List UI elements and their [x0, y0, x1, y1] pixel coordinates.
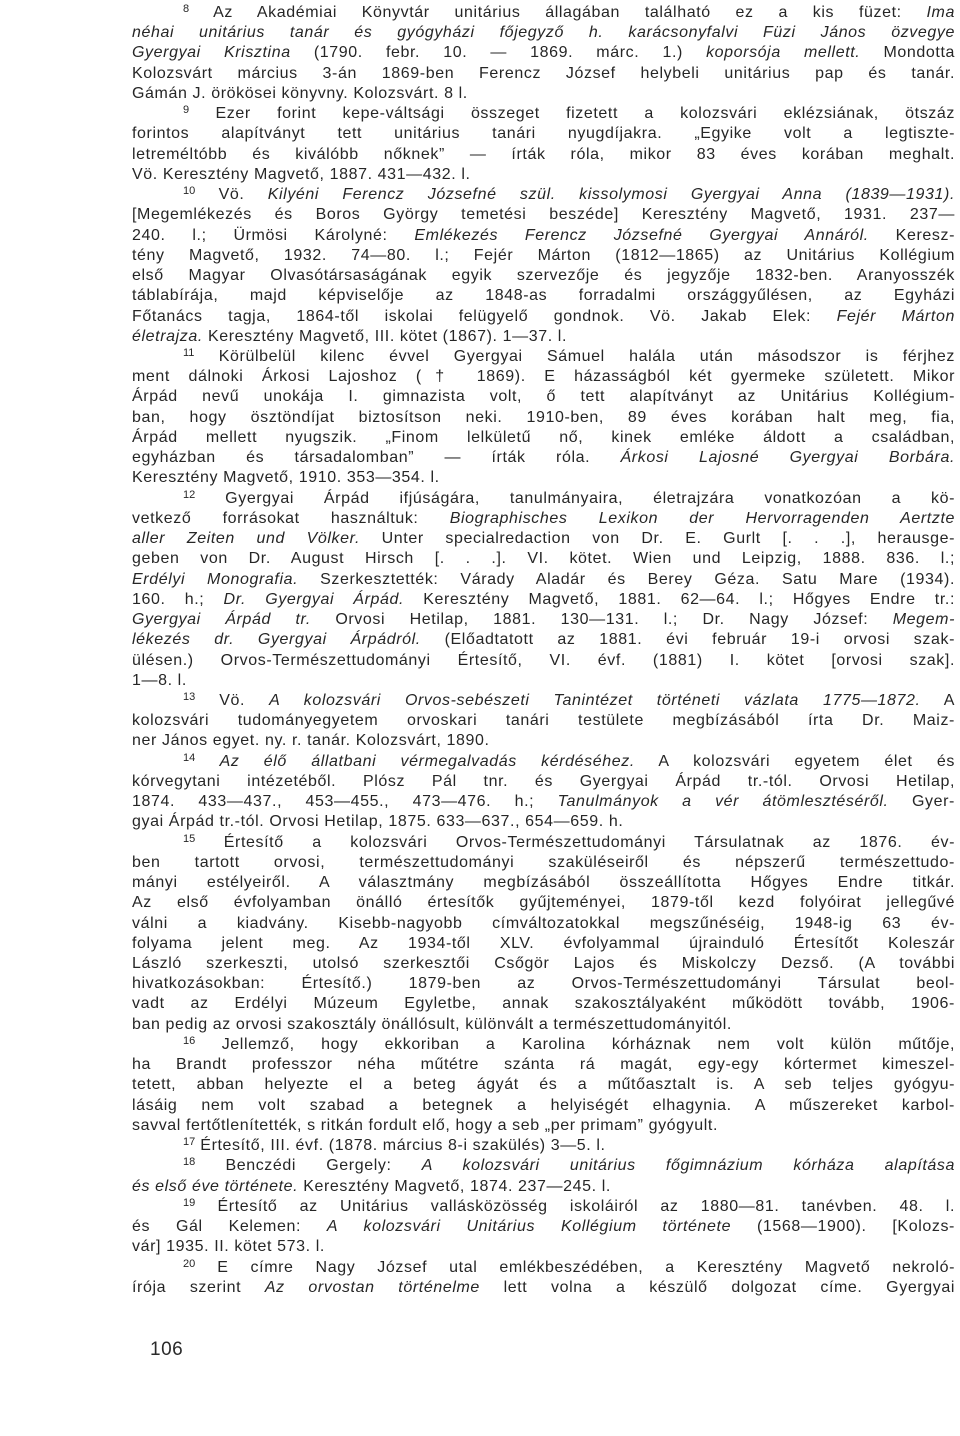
footnote-line [132, 1197, 955, 1217]
footnote-line [132, 84, 955, 104]
footnote-text: Keresztény Magvető, III. kötet (1867). 1—37. l. [202, 327, 567, 345]
footnote-item [132, 1136, 955, 1156]
footnote-text: Az első évfolyamban önálló értesítők gyűjteményei, 1879-től kezd folyóirat jellegűvé [132, 894, 955, 912]
footnote-line [132, 307, 955, 327]
footnote-line [132, 833, 955, 853]
footnote-text: vetkező forrásokat használtuk: [132, 509, 450, 527]
footnote-text: folyama jelent meg. Az 1934-től XLV. évfolyammal újrainduló Értesítőt Koleszár [132, 934, 955, 952]
footnote-line [132, 387, 955, 407]
footnote-line [132, 792, 955, 812]
footnote-text: Vö. Keresztény Magvető, 1887. 431—432. l. [132, 165, 471, 183]
footnote-item [132, 1156, 955, 1196]
footnote-line [132, 772, 955, 792]
footnote-italic-text: Gyergyai Krisztina [132, 44, 291, 62]
footnote-italic-text: Dr. Gyergyai Árpád. [223, 590, 405, 608]
footnote-line [132, 266, 955, 286]
footnote-line [132, 1156, 955, 1176]
footnote-text: Értesítő, III. évf. (1878. március 8-i szakülés) 3—5. l. [200, 1137, 606, 1155]
footnote-text: Keresz- [868, 226, 955, 244]
footnote-item [132, 185, 955, 347]
footnote-text: egyházban és társadalomban” — írták róla. [132, 449, 621, 467]
footnote-line [132, 3, 955, 23]
footnote-text: ment dálnoki Árkosi Lajoshoz († 1869). E házasságból két gyermeke született. Mikor [132, 368, 955, 386]
footnote-italic-text: A kolozsvári Unitárius Kollégium története [326, 1218, 732, 1236]
footnote-line [132, 104, 955, 124]
footnote-text: László szerkeszti, utolsó szerkesztői Csőgör Lajos és Miskolczy Dezső. (A további [132, 955, 955, 973]
footnote-text: ülésen.) Orvos-Természettudományi Értesítő, VI. évf. (1881) I. kötet [orvosi szak]. [132, 651, 955, 669]
footnote-line [132, 1278, 955, 1298]
footnote-line [132, 286, 955, 306]
footnote-text: (1790. febr. 10. — 1869. márc. 1.) [290, 44, 707, 62]
footnote-text: Az Akadémiai Könyvtár unitárius állagában található ez a kis füzet: [213, 4, 927, 21]
footnote-line [132, 731, 955, 751]
footnote-text: Árpád mellett nyugszik. „Finom lelkületű nő, kinek emléke áldott a családban, [132, 428, 955, 446]
footnote-italic-text: Gyergyai Árpád tr. [132, 611, 311, 629]
footnote-text: hivatkozásokban: Értesítő.) 1879-ben az Orvos-Természettudományi Társulat beol- [132, 975, 955, 993]
footnote-number: 15 [183, 832, 196, 845]
footnote-line [132, 489, 955, 509]
footnote-italic-text: Biographisches Lexikon der Hervorragenden Aertzte [449, 509, 955, 527]
footnote-line [132, 509, 955, 529]
footnote-line [132, 64, 955, 84]
footnote-line [132, 711, 955, 731]
footnote-line [132, 124, 955, 144]
footnote-text: lett volna a készülő dolgozat címe. Gyergyai [479, 1278, 955, 1296]
footnote-line [132, 853, 955, 873]
footnote-line [132, 1136, 955, 1156]
footnote-line [132, 549, 955, 569]
footnote-italic-text: Kilyéni Ferencz Józsefné szül. kissolymosi Gyergyai Anna (1839—1931). [267, 186, 955, 204]
footnote-text: ban, hogy ösztöndíjat biztosítson neki. 1910-ben, 89 éves korában halt meg, fia, [132, 408, 955, 426]
footnote-line [132, 145, 955, 165]
footnote-line [132, 165, 955, 185]
footnote-text: Szerkesztették: Várady Aladár és Berey Géza. Satu Mare (1934). [298, 570, 955, 588]
footnote-line [132, 347, 955, 367]
footnote-text: Értesítő az Unitárius vallásközösség iskoláiról az 1880—81. tanévben. 48. l. [217, 1197, 955, 1215]
footnote-text: Gyergyai Árpád ifjúságára, tanulmányaira, életrajzára vonatkozóan a kö- [225, 489, 955, 507]
footnote-number: 8 [183, 3, 190, 15]
footnote-text: Keresztény Magvető, 1881. 62—64. l.; Hőgyes Endre tr.: [404, 590, 955, 608]
footnote-item [132, 1035, 955, 1136]
footnote-line [132, 448, 955, 468]
footnote-text: lásáig nem volt szabad a betegnek a helyiségét elhagynia. A műszereket karbol- [132, 1096, 955, 1114]
footnote-line [132, 408, 955, 428]
footnote-line [132, 23, 955, 43]
footnote-text: Keresztény Magvető, 1874. 237—245. l. [298, 1177, 611, 1195]
footnote-line [132, 994, 955, 1014]
footnote-line [132, 1015, 955, 1035]
footnote-text: Jellemző, hogy ekkoriban a Karolina kórháznak nem volt külön műtője, [221, 1035, 955, 1053]
footnote-line [132, 630, 955, 650]
footnote-italic-text: néhai unitárius tanár és gyógyházi főjegyző h. karácsonyfalvi Füzi János özvegye [132, 24, 955, 42]
footnote-text: forintos alapítványt tett unitárius tanári nyugdíjakra. „Egyike volt a legtiszte- [132, 125, 955, 143]
footnote-text: Mondotta [860, 44, 955, 62]
footnote-text: Benczédi Gergely: [225, 1157, 422, 1175]
footnote-line [132, 974, 955, 994]
footnote-line [132, 570, 955, 590]
footnote-line [132, 954, 955, 974]
footnote-number: 10 [183, 185, 196, 198]
footnote-italic-text: A kolozsvári Orvos-sebészeti Tanintézet történeti vázlata 1775—1872. [269, 691, 921, 709]
footnote-line [132, 1177, 955, 1197]
footnote-italic-text: A kolozsvári unitárius főgimnázium kórháza alapítása [421, 1157, 955, 1175]
footnote-text: Keresztény Magvető, 1910. 353—354. l. [132, 469, 440, 487]
footnote-italic-text: Emlékezés Ferencz Józsefné Gyergyai Annáról. [414, 226, 869, 244]
footnote-number: 9 [183, 104, 190, 117]
footnote-item [132, 1258, 955, 1298]
footnote-italic-text: lékezés dr. Gyergyai Árpádról. [132, 631, 421, 649]
footnote-line [132, 651, 955, 671]
footnote-line [132, 812, 955, 832]
footnote-text: (Előadtatott az 1881. évi február 19-i orvosi szak- [420, 631, 955, 649]
footnote-text: savval fertőtlenítették, s ritkán fordult elő, hogy a seb „per primam” gyógyult. [132, 1116, 719, 1134]
footnotes-block [132, 3, 955, 1298]
footnote-item [132, 1197, 955, 1258]
footnote-text: Vö. [219, 691, 270, 709]
footnote-text: Kolozsvárt március 3-án 1869-ben Ferencz József helybeli unitárius pap és tanár. [132, 64, 955, 82]
footnote-line [132, 893, 955, 913]
footnote-text: vár] 1935. II. kötet 573. l. [132, 1238, 325, 1256]
footnote-number: 12 [183, 488, 196, 501]
footnote-number: 16 [183, 1034, 196, 1047]
footnote-line [132, 185, 955, 205]
footnote-italic-text: Fejér Márton [836, 307, 955, 325]
footnote-line [132, 43, 955, 63]
footnote-line [132, 246, 955, 266]
footnote-italic-text: Tanulmányok a vér átömlesztéséről. [557, 793, 889, 811]
footnote-text: ban pedig az orvosi szakosztály önállósult, különvált a természettudományitól. [132, 1015, 732, 1033]
footnote-text: [Megemlékezés és Boros György temetési beszéde] Keresztény Magvető, 1931. 237— [132, 206, 955, 224]
footnote-line [132, 428, 955, 448]
footnote-text: kórvegytani intézetéből. Plósz Pál tnr. és Gyergyai Árpád tr.-tól. Orvosi Hetilap, [132, 772, 955, 790]
footnote-item [132, 489, 955, 691]
footnote-text: vadt az Erdélyi Múzeum Egyletbe, annak szakosztályaként működött tovább, 1906- [132, 995, 955, 1013]
footnote-italic-text: életrajza. [132, 327, 203, 345]
footnote-text: tény Magvető, 1932. 74—80. l.; Fejér Márton (1812—1865) az Unitárius Kollégium [132, 246, 955, 264]
footnote-text: mányi estélyeiről. A választmány megbízásából összeállította Hőgyes Endre titkár. [132, 874, 955, 892]
footnote-line [132, 1096, 955, 1116]
footnote-text: és Gál Kelemen: [132, 1218, 327, 1236]
footnote-text: kolozsvári tudományegyetem orvoskari tanári testülete megbízásából írta Dr. Maiz- [132, 712, 955, 730]
footnote-line [132, 610, 955, 630]
footnote-number: 13 [183, 690, 196, 703]
footnote-text: geben von Dr. August Hirsch [. . .]. VI. kötet. Wien und Leipzig, 1888. 836. l.; [132, 550, 955, 568]
footnote-text: tetett, abban helyezte el a beteg ágyát és a műtőasztalt is. A seb teljes gyógyu- [132, 1076, 955, 1094]
footnote-text: 240. l.; Ürmösi Károlyné: [132, 226, 415, 244]
footnote-number: 20 [183, 1257, 196, 1270]
footnote-line [132, 1116, 955, 1136]
footnote-line [132, 1055, 955, 1075]
footnote-number: 19 [183, 1196, 196, 1209]
footnote-text: letreméltóbb és kiválóbb nőknek” — írták róla, mikor 83 éves korában meghalt. [132, 145, 955, 163]
footnote-line [132, 1075, 955, 1095]
footnote-number: 14 [183, 751, 196, 764]
footnote-item [132, 104, 955, 185]
footnote-item [132, 3, 955, 104]
footnote-italic-text: aller Zeiten und Völker. [132, 530, 361, 548]
footnote-line [132, 934, 955, 954]
footnote-italic-text: Árkosi Lajosné Gyergyai Borbára. [620, 449, 955, 467]
footnote-text: 1—8. l. [132, 671, 187, 689]
footnote-text: Ezer forint kepe-váltsági összeget fizetett a kolozsvári eklézsiának, ötszáz [215, 105, 955, 123]
footnote-text: válni a kiadvány. Kisebb-nagyobb címváltozatokkal megszűnéséig, 1948-ig 63 év- [132, 914, 955, 932]
footnote-line [132, 752, 955, 772]
footnote-italic-text: Az élő állatbani vérmegalvadás kérdéséhez. [219, 752, 635, 770]
footnote-line [132, 1258, 955, 1278]
footnote-text: ner János egyet. ny. r. tanár. Kolozsvárt, 1890. [132, 732, 490, 750]
footnote-text: ha Brandt professzor néha műtétre szánta rá magát, egy-egy kórtermet kimeszel- [132, 1056, 955, 1074]
footnote-italic-text: Erdélyi Monografia. [132, 570, 299, 588]
footnote-line [132, 1237, 955, 1257]
footnote-text: ben tartott orvosi, természettudományi szaküléseiről és népszerű természettudo- [132, 853, 955, 871]
footnote-line [132, 367, 955, 387]
footnote-number: 17 [183, 1136, 196, 1149]
footnote-line [132, 529, 955, 549]
footnote-text: A kolozsvári egyetem élet és [634, 752, 955, 770]
footnote-line [132, 873, 955, 893]
footnote-text: A [920, 691, 955, 709]
footnote-text: E címre Nagy József utal emlékbeszédében, a Keresztény Magvető nekroló- [217, 1258, 955, 1276]
footnote-line [132, 1035, 955, 1055]
footnote-text: Körülbelül kilenc évvel Gyergyai Sámuel halála után másodszor is férjhez [218, 347, 955, 365]
footnote-text: Értesítő a kolozsvári Orvos-Természettudományi Társulatnak az 1876. év- [223, 833, 955, 851]
footnote-line [132, 671, 955, 691]
footnote-italic-text: koporsója mellett. [706, 44, 861, 62]
footnote-line [132, 205, 955, 225]
footnote-line [132, 914, 955, 934]
footnote-item [132, 691, 955, 752]
footnote-text: Árpád nevű unokája I. gimnazista volt, ő tett alapítványt az Unitárius Kollégium- [132, 388, 955, 406]
footnote-line [132, 691, 955, 711]
footnote-item [132, 347, 955, 489]
page-number: 106 [150, 1339, 184, 1360]
footnote-text: 160. h.; [132, 590, 224, 608]
footnote-text: Unter specialredaction von Dr. E. Gurlt [. . .], herausge- [360, 530, 955, 548]
footnote-italic-text: Az orvostan történelme [264, 1278, 480, 1296]
footnote-text: gyai Árpád tr.-tól. Orvosi Hetilap, 1875. 633—637., 654—659. h. [132, 813, 624, 831]
footnote-text: Főtanács tagja, 1864-től iskolai felügyelő gondnok. Vö. Jakab Elek: [132, 307, 837, 325]
footnote-text: 1874. 433—437., 453—455., 473—476. h.; [132, 793, 558, 811]
footnote-text: (1568—1900). [Kolozs- [731, 1218, 955, 1236]
footnote-text: első Magyar Olvasótársaságának egyik szervezője és jegyzője 1832-ben. Aranyosszék [132, 267, 955, 285]
footnote-line [132, 226, 955, 246]
footnote-text: táblabírája, majd képviselője az 1848-as forradalmi országgyűlésen, az Egyházi [132, 287, 955, 305]
footnote-italic-text: Megem- [892, 611, 955, 629]
footnote-text: Orvosi Hetilap, 1881. 130—131. l.; Dr. Nagy József: [310, 611, 893, 629]
footnote-italic-text: és első éve története. [132, 1177, 299, 1195]
footnote-number: 18 [183, 1156, 196, 1169]
footnote-line [132, 327, 955, 347]
footnote-number: 11 [183, 346, 195, 359]
footnote-line [132, 468, 955, 488]
footnote-line [132, 1217, 955, 1237]
footnote-text: Gámán J. örökösei könyvny. Kolozsvárt. 8 l. [132, 84, 468, 102]
footnote-item [132, 752, 955, 833]
footnote-italic-text: Ima [926, 4, 955, 21]
footnote-item [132, 833, 955, 1035]
footnote-text: Gyer- [888, 793, 955, 811]
footnote-text: írója szerint [132, 1278, 265, 1296]
footnote-line [132, 590, 955, 610]
footnote-text: Vö. [218, 186, 268, 204]
